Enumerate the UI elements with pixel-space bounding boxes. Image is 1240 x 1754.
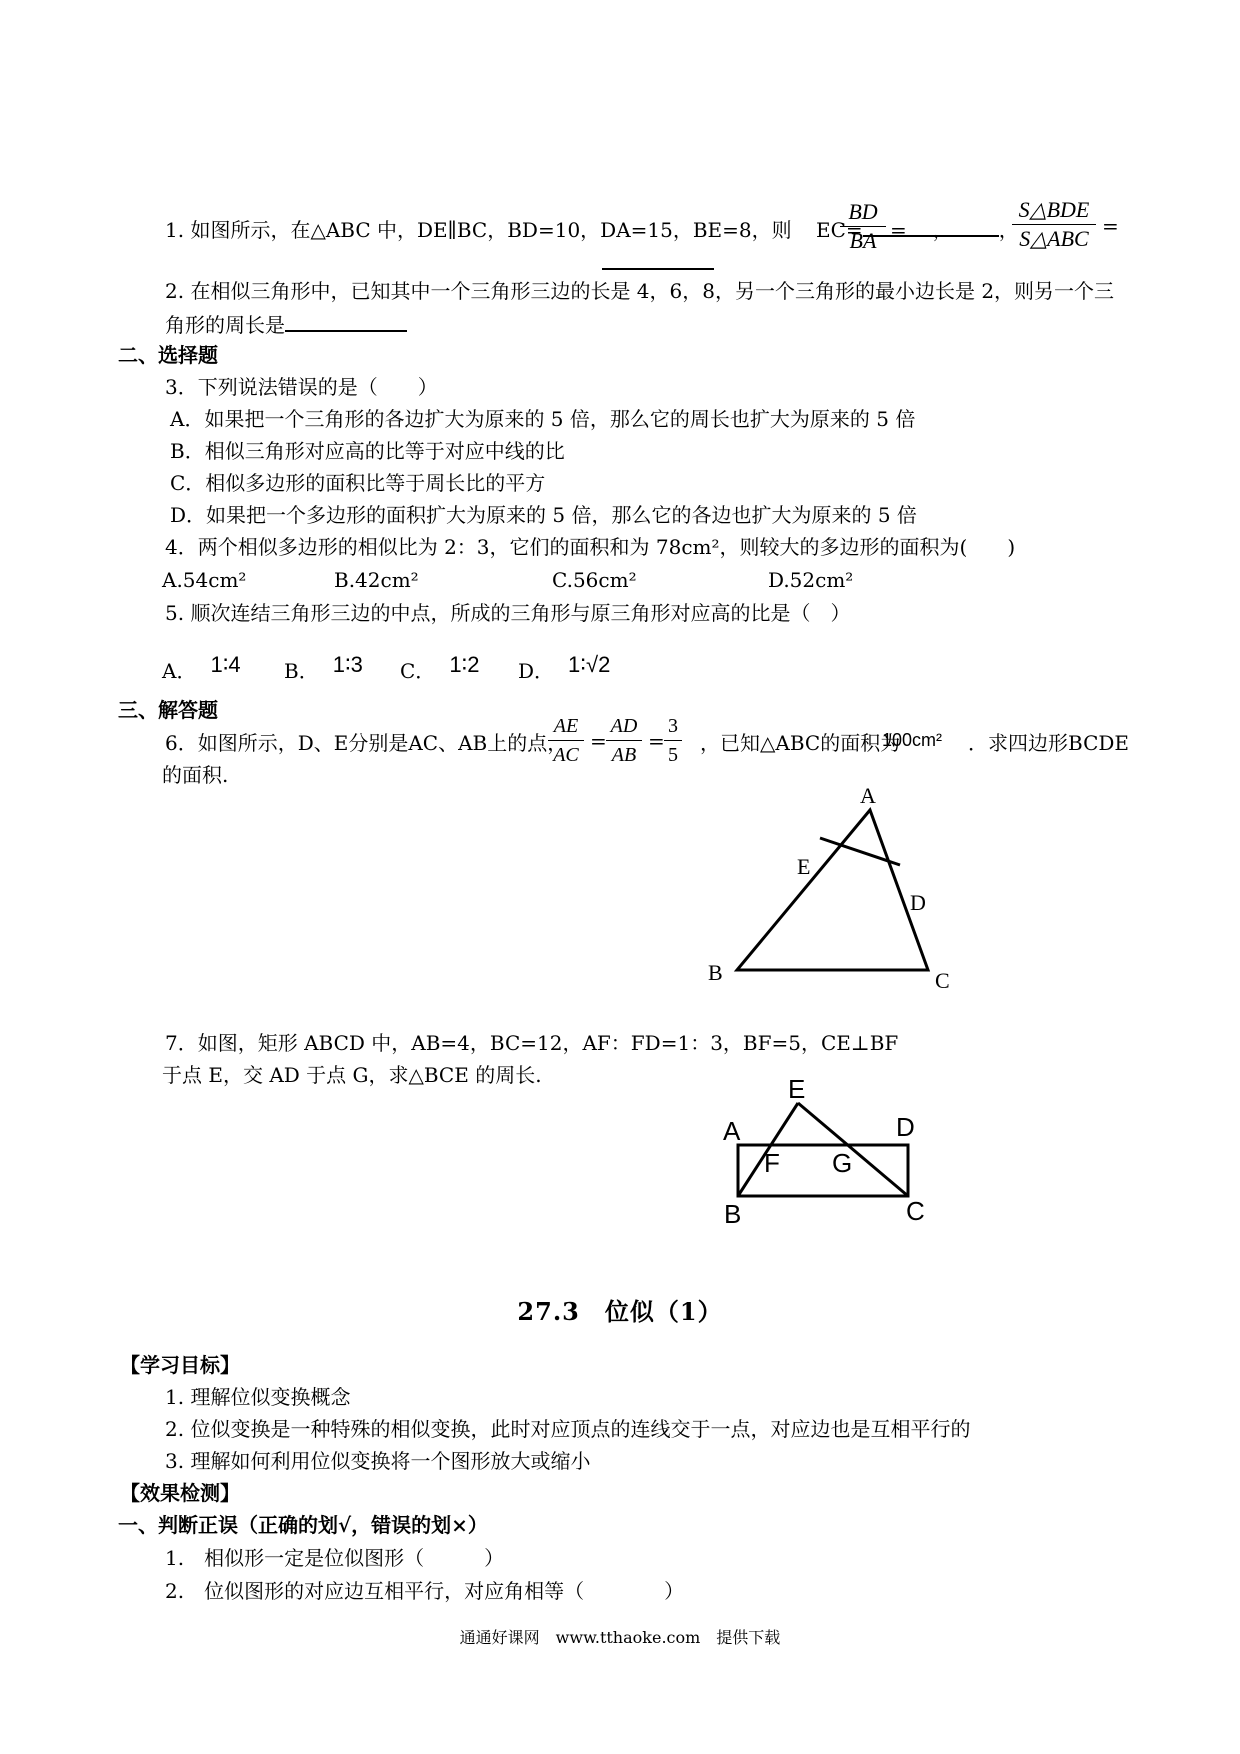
label-b7: B [724,1199,742,1229]
q4-option-d: D.52cm² [768,568,854,592]
q3-stem: 3．下列说法错误的是（ ） [165,375,438,399]
label-a: A [860,783,876,808]
q1-area-num: S△BDE [1018,197,1090,222]
page-footer: 通通好课网 www.tthaoke.com 提供下载 [459,1628,781,1647]
q3-option-c: C．相似多边形的面积比等于周长比的平方 [170,471,546,495]
q1-frac-den: BA [849,228,877,253]
q5-stem: 5. 顺次连结三角形三边的中点，所成的三角形与原三角形对应高的比是（ ） [165,601,851,625]
q5-option-c-value: 1∶2 [449,652,480,677]
q6-f3-den: 5 [668,744,678,766]
q5-option-a-letter: A． [162,659,197,683]
label-a7: A [723,1116,741,1146]
q6-part3: ．求四边形BCDE [968,731,1130,755]
q6-f2-den: AB [611,744,637,766]
q6-eq: = [590,729,607,753]
q6-f1-num: AE [553,715,579,737]
label-b: B [708,960,723,985]
q1-eq2: = [1102,214,1119,238]
q5-option-b-letter: B． [284,659,319,683]
q3-option-a: A．如果把一个三角形的各边扩大为原来的 5 倍，那么它的周长也扩大为原来的 5 倍 [170,407,916,431]
section2-heading: 二、选择题 [118,343,218,367]
q6-part2: ，已知△ABC的面积为 [700,731,901,755]
goals-heading: 【学习目标】 [120,1353,240,1377]
section-title: 27.3 位似（1） [517,1297,723,1326]
check-item-2: 2. 位似图形的对应边互相平行，对应角相等（ ） [165,1579,685,1603]
q4-option-a: A.54cm² [162,568,247,592]
q6-area: 100cm² [882,730,943,750]
goal-item-2: 2. 位似变换是一种特殊的相似变换，此时对应顶点的连线交于一点，对应边也是互相平行的 [165,1417,971,1441]
label-f7: F [764,1148,780,1178]
q1-stem: 1. 如图所示，在△ABC 中，DE∥BC，BD=10，DA=15，BE=8，则 [165,218,792,242]
label-d7: D [896,1112,915,1142]
q4-stem: 4．两个相似多边形的相似比为 2：3，它们的面积和为 78cm²，则较大的多边形的面积为( ) [165,535,1016,559]
q2-line2-text: 角形的周长是 [165,313,285,337]
q1-eq1: = [890,218,907,242]
q5-option-c-letter: C． [400,659,436,683]
q3-option-b: B．相似三角形对应高的比等于对应中线的比 [170,439,565,463]
triangle-abc [737,810,928,970]
q5-option-a-value: 1∶4 [210,652,241,677]
q5-option-d-value: 1∶√2 [568,652,611,677]
segment-ed [820,838,900,865]
q1-comma1: ， [932,218,953,242]
label-d: D [910,890,926,915]
q2-line1: 2. 在相似三角形中，已知其中一个三角形三边的长是 4，6，8，另一个三角形的最小边长是 2，则另一个三 [165,279,1115,303]
q6-f2-num: AD [610,715,638,737]
section3-heading: 三、解答题 [118,698,218,722]
label-g7: G [832,1148,853,1178]
check-part1-heading: 一、判断正误（正确的划√，错误的划×） [118,1513,488,1537]
label-c: C [935,968,950,993]
q4-option-b: B.42cm² [334,568,419,592]
q4-option-c: C.56cm² [552,568,637,592]
q7-line1: 7．如图，矩形 ABCD 中，AB=4，BC=12，AF：FD=1：3，BF=5，CE⊥BF [165,1031,899,1055]
q5-option-d-letter: D． [518,659,555,683]
q1-ec-label: EC= [816,218,863,242]
q6-f3-num: 3 [668,715,678,737]
check-item-1: 1. 相似形一定是位似图形（ ） [165,1546,505,1570]
label-e7: E [788,1074,806,1104]
label-e: E [797,854,811,879]
check-heading: 【效果检测】 [120,1481,240,1505]
q3-option-d: D．如果把一个多边形的面积扩大为原来的 5 倍，那么它的各边也扩大为原来的 5 倍 [170,503,917,527]
label-c7: C [906,1196,925,1226]
q7-line2: 于点 E，交 AD 于点 G，求△BCE 的周长. [162,1063,542,1087]
q1-area-den: S△ABC [1019,226,1089,251]
q1-frac-num: BD [848,199,878,224]
q6-f1-den: AC [553,744,579,766]
q6-eq2: = [648,729,665,753]
q6-line2: 的面积. [162,763,229,787]
goal-item-1: 1. 理解位似变换概念 [165,1385,351,1409]
goal-item-3: 3. 理解如何利用位似变换将一个图形放大或缩小 [165,1449,591,1473]
segment-ec [798,1103,908,1196]
q1-comma2: ， [998,218,1019,242]
q5-option-b-value: 1∶3 [332,652,363,677]
q6-part1: 6．如图所示，D、E分别是AC、AB上的点， [165,731,568,755]
